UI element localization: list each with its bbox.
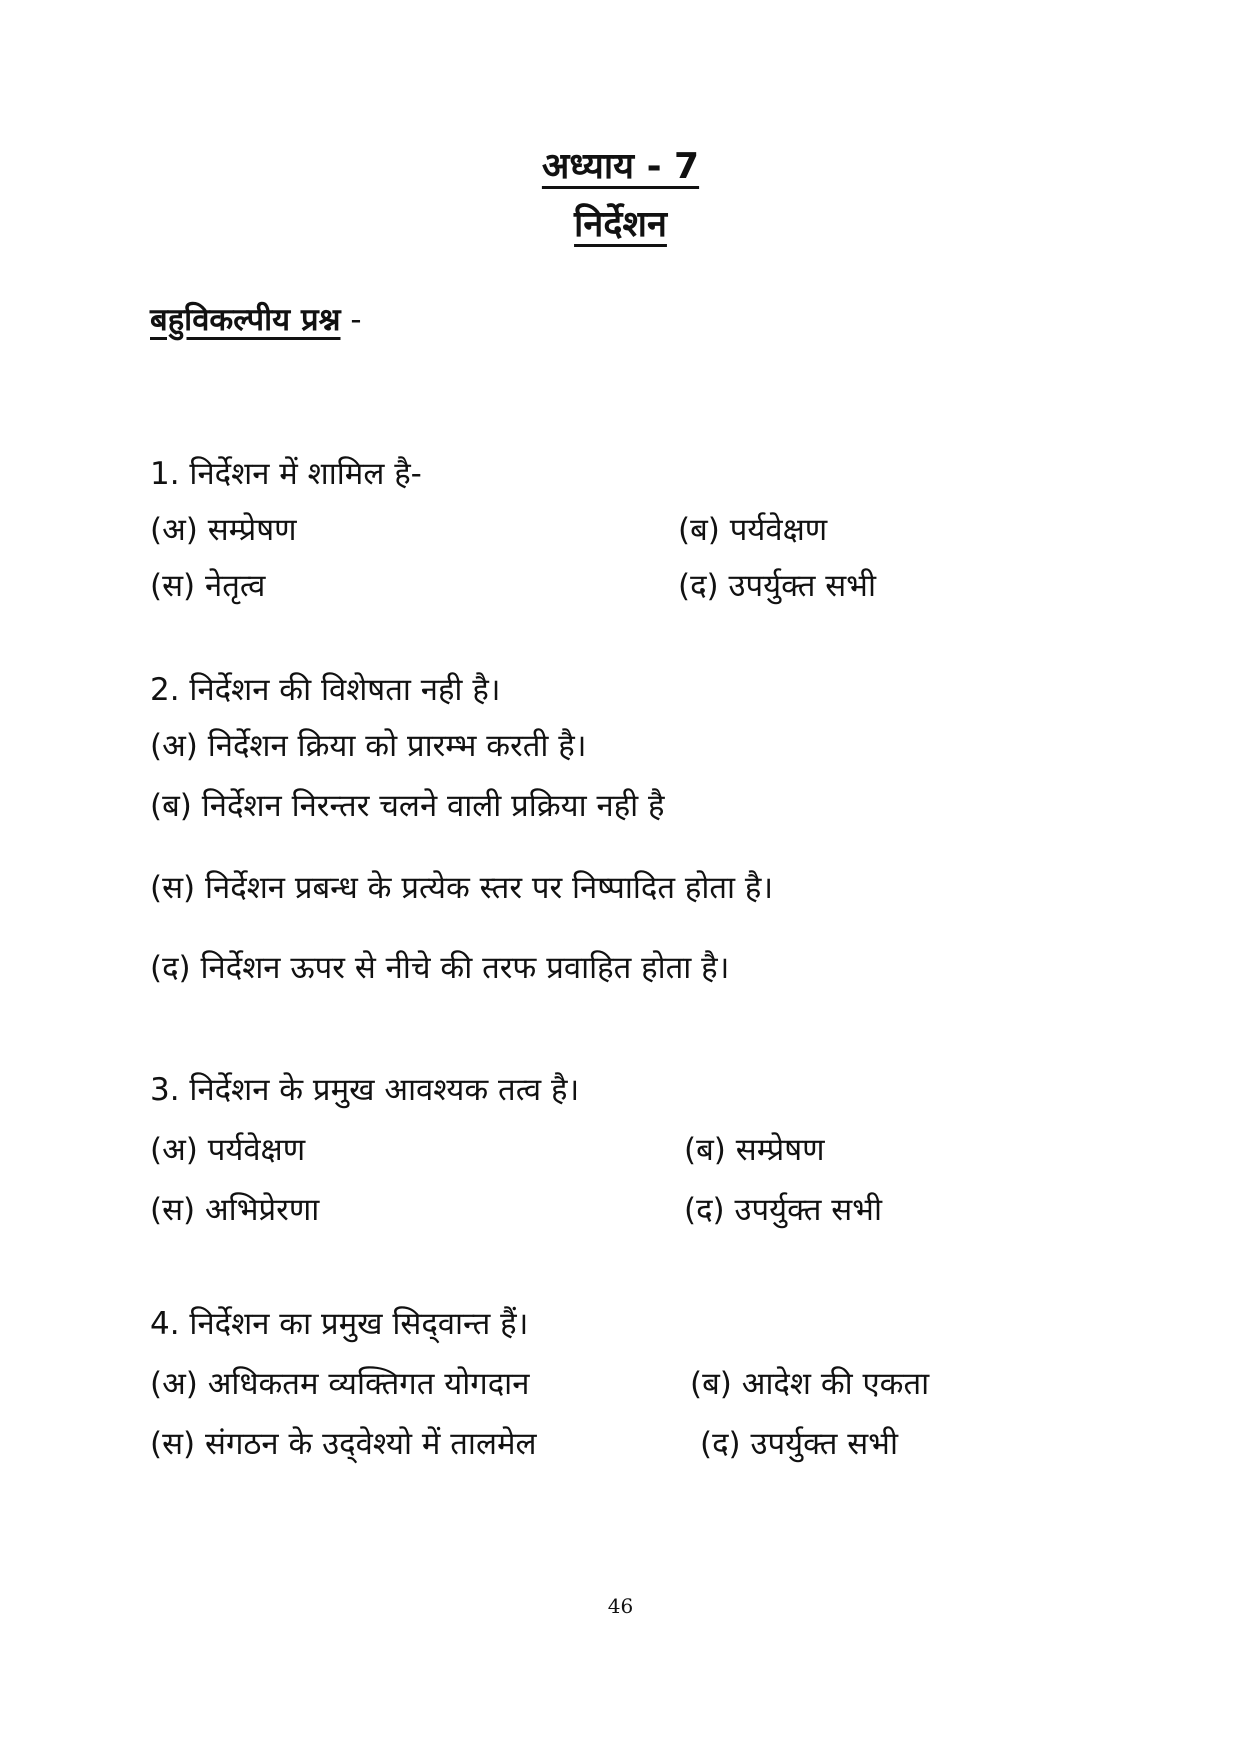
q1-option-c: (स) नेतृत्व <box>150 568 266 604</box>
question-1: 1. निर्देशन में शामिल है- <box>150 456 422 492</box>
q1-option-b: (ब) पर्यवेक्षण <box>678 512 828 548</box>
question-4: 4. निर्देशन का प्रमुख सिद्‌वान्त हैं। <box>150 1306 529 1342</box>
question-3: 3. निर्देशन के प्रमुख आवश्यक तत्व है। <box>150 1072 580 1108</box>
q4-option-c: (स) संगठन के उद्‌वेश्यो में तालमेल <box>150 1426 537 1462</box>
q3-option-c: (स) अभिप्रेरणा <box>150 1192 320 1228</box>
q2-option-c: (स) निर्देशन प्रबन्ध के प्रत्येक स्तर पर निष्पादित होता है। <box>150 870 774 906</box>
q2-option-b: (ब) निर्देशन निरन्तर चलने वाली प्रक्रिया नही है <box>150 788 665 824</box>
q2-option-d: (द) निर्देशन ऊपर से नीचे की तरफ प्रवाहित होता है। <box>150 950 730 986</box>
chapter-heading: अध्याय - 7 <box>541 146 700 187</box>
q4-option-b: (ब) आदेश की एकता <box>690 1366 930 1402</box>
q3-option-d: (द) उपर्युक्त सभी <box>684 1192 882 1228</box>
q3-option-a: (अ) पर्यवेक्षण <box>150 1132 306 1168</box>
page-title: निर्देशन <box>574 204 667 245</box>
q2-option-a: (अ) निर्देशन क्रिया को प्रारम्भ करती है। <box>150 728 587 764</box>
page-number: 46 <box>607 1594 634 1618</box>
section-label: बहुविकल्पीय प्रश्न <box>150 302 341 338</box>
section-heading <box>150 298 362 340</box>
q1-option-a: (अ) सम्प्रेषण <box>150 512 297 548</box>
q3-option-b: (ब) सम्प्रेषण <box>684 1132 825 1168</box>
q1-option-d: (द) उपर्युक्त सभी <box>678 568 876 604</box>
q4-option-d: (द) उपर्युक्त सभी <box>700 1426 898 1462</box>
question-2: 2. निर्देशन की विशेषता नही है। <box>150 672 501 708</box>
q4-option-a: (अ) अधिकतम व्यक्तिगत योगदान <box>150 1366 530 1402</box>
section-suffix: - <box>340 302 362 338</box>
